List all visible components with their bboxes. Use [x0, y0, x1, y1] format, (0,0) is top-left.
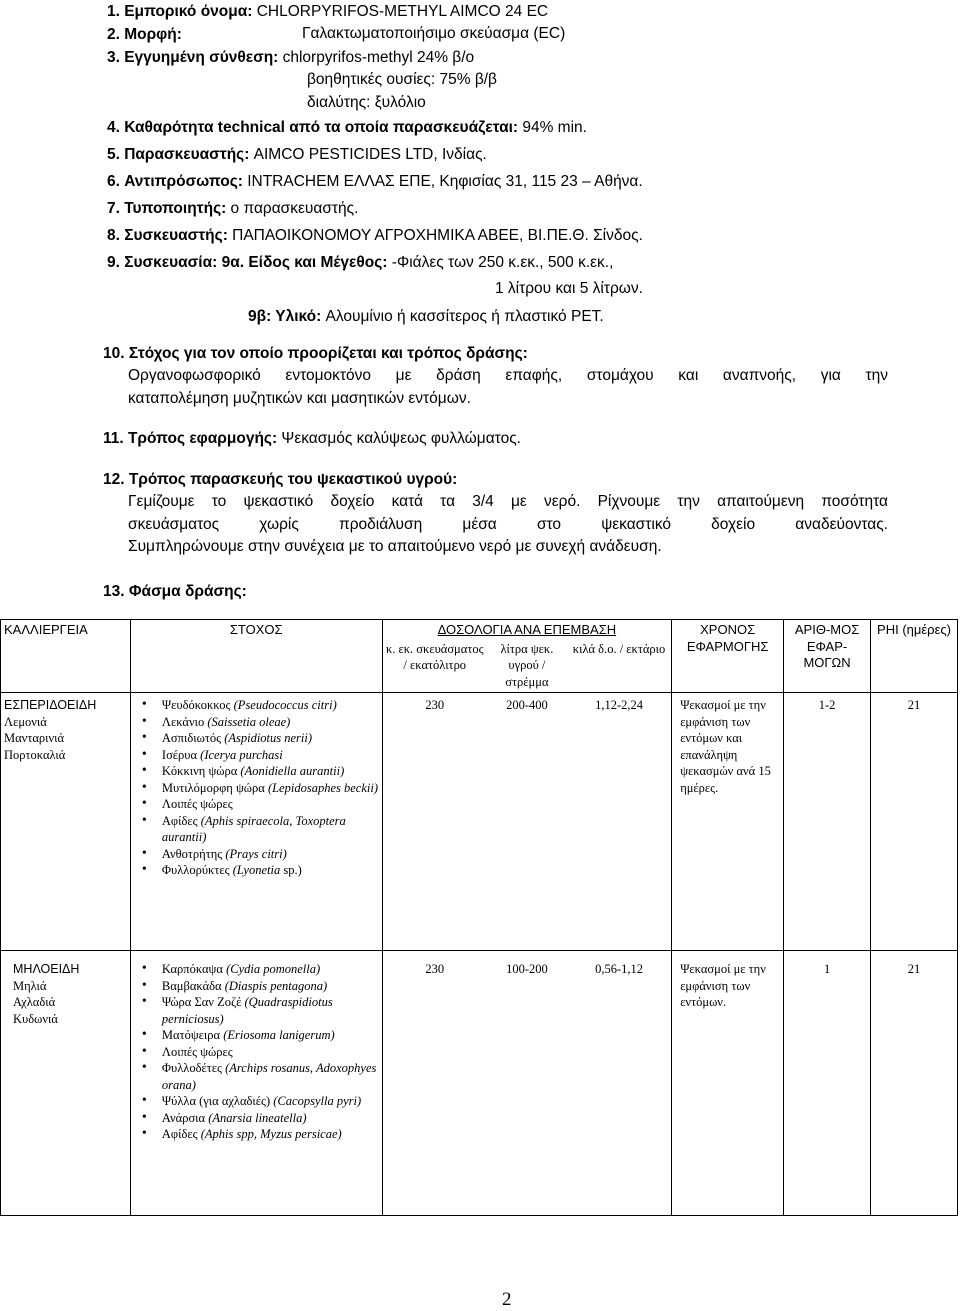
list-item: • Βαμβακάδα (Diaspis pentagona): [134, 978, 379, 995]
crop-name: Αχλαδιά: [13, 995, 56, 1009]
item-9-line2: 1 λίτρου και 5 λίτρων.: [495, 280, 643, 297]
dose-kg-cell: 0,56-1,12: [567, 951, 672, 1216]
item-2-value: Γαλακτωματοποιήσιμο σκεύασμα (EC): [302, 25, 566, 42]
item-12: 12. Τρόπος παρασκευής του ψεκαστικού υγρού:: [103, 471, 458, 488]
header-timing: ΧΡΟΝΟΣ ΕΦΑΡΜΟΓΗΣ: [672, 620, 784, 693]
list-item: • Καρπόκαψα (Cydia pomonella): [134, 961, 379, 978]
list-item: • Ματόψειρα (Eriosoma lanigerum): [134, 1027, 379, 1044]
target-cell: [130, 693, 382, 951]
header-phi: PHI (ημέρες): [871, 620, 958, 693]
list-item: • Ασπιδιωτός (Aspidiotus nerii): [134, 730, 379, 747]
dose-cc-cell: 230: [382, 951, 487, 1216]
header-dose-cc: κ. εκ. σκευάσματος / εκατόλιτρο: [382, 639, 487, 693]
crop-title: ΜΗΛΟΕΙΔΗ: [13, 962, 80, 976]
timing-cell: Ψεκασμοί με την εμφάνιση των εντόμων.: [672, 951, 784, 1216]
target-cell: [130, 951, 382, 1216]
item-6: 6. Αντιπρόσωπος: INTRACHEM ΕΛΛΑΣ ΕΠΕ, Κηφισίας 31, 115 23 – Αθήνα.: [107, 173, 643, 190]
item-9: 9. Συσκευασία: 9α. Είδος και Μέγεθος: -Φιάλες των 250 κ.εκ., 500 κ.εκ.,: [107, 254, 614, 271]
item-3-line2: βοηθητικές ουσίες: 75% β/β: [307, 71, 497, 88]
list-item: • Κόκκινη ψώρα (Aonidiella aurantii): [134, 763, 379, 780]
list-item: • Ανθοτρήτης (Prays citri): [134, 846, 379, 863]
crop-cell: [1, 951, 131, 1216]
item-11: 11. Τρόπος εφαρμογής: Ψεκασμός καλύψεως φυλλώματος.: [103, 430, 521, 447]
list-item: • Φυλλοδέτες (Archips rosanus, Adoxophyes orana): [134, 1060, 379, 1093]
list-item: • Ισέρυα (Icerya purchasi: [134, 747, 379, 764]
item-2: 2. Μορφή:: [107, 26, 182, 43]
header-crop: ΚΑΛΛΙΕΡΓΕΙΑ: [1, 620, 131, 693]
action-spectrum-table: [0, 619, 958, 1216]
crop-name: Πορτοκαλιά: [4, 747, 66, 762]
item-5: 5. Παρασκευαστής: AIMCO PESTICIDES LTD, Ινδίας.: [107, 146, 487, 163]
list-item: • Φυλλορύκτες (Lyonetia sp.): [134, 862, 379, 879]
header-apps: ΑΡΙΘ-ΜΟΣ ΕΦΑΡ-ΜΟΓΩΝ: [784, 620, 871, 693]
dose-liters-cell: 200-400: [487, 693, 567, 951]
table-row: [1, 693, 958, 951]
header-dose: ΔΟΣΟΛΟΓΙΑ ΑΝΑ ΕΠΕΜΒΑΣΗ: [382, 620, 672, 639]
list-item: • Λεκάνιο (Saissetia oleae): [134, 714, 379, 731]
crop-cell: [1, 693, 131, 951]
item-7: 7. Τυποποιητής: ο παρασκευαστής.: [107, 200, 359, 217]
crop-name: Κυδωνιά: [13, 1011, 58, 1026]
item-4: 4. Καθαρότητα technical από τα οποία παρασκευάζεται: 94% min.: [107, 119, 587, 136]
header-dose-liters: λίτρα ψεκ. υγρού / στρέμμα: [487, 639, 567, 693]
list-item: • Αφίδες (Aphis spp, Myzus persicae): [134, 1126, 379, 1143]
crop-name: Λεμονιά: [4, 714, 47, 729]
header-dose-kg: κιλά δ.ο. / εκτάριο: [567, 639, 672, 693]
table-row: [1, 951, 958, 1216]
item-12-text: Γεμίζουμε το ψεκαστικό δοχείο κατά τα 3/4 με νερό. Ρίχνουμε την απαιτούμενη ποσότητα σκευάσματος χωρίς προδιάλυση μέσα στο ψεκαστικό δοχείο αναδεύοντας. Συμπληρώνουμε στην συνέχεια με το απαιτούμενο νερό με συνεχή ανάδευση.: [128, 493, 888, 555]
crop-name: Μανταρινιά: [4, 731, 65, 745]
item-13: 13. Φάσμα δράσης:: [103, 583, 247, 600]
item-8: 8. Συσκευαστής: ΠΑΠΑΟΙΚΟΝΟΜΟΥ ΑΓΡΟΧΗΜΙΚΑ ΑΒΕΕ, ΒΙ.ΠΕ.Θ. Σίνδος.: [107, 227, 643, 244]
item-3-line3: διαλύτης: ξυλόλιο: [307, 94, 426, 111]
list-item: • Ανάρσια (Anarsia lineatella): [134, 1110, 379, 1127]
list-item: • Αφίδες (Aphis spiraecola, Toxoptera aurantii): [134, 813, 379, 846]
crop-title: ΕΣΠΕΡΙΔΟΕΙΔΗ: [4, 698, 97, 712]
header-target: ΣΤΟΧΟΣ: [130, 620, 382, 693]
list-item: • Λοιπές ψώρες: [134, 796, 379, 813]
page-number: 2: [502, 1289, 512, 1310]
item-9b: 9β: Υλικό: Αλουμίνιο ή κασσίτερος ή πλαστικό PET.: [248, 308, 604, 325]
list-item: • Ψευδόκοκκος (Pseudococcus citri): [134, 697, 379, 714]
table-header-row: [1, 620, 958, 639]
phi-cell: 21: [871, 951, 958, 1216]
list-item: • Μυτιλόμορφη ψώρα (Lepidosaphes beckii): [134, 780, 379, 797]
dose-liters-cell: 100-200: [487, 951, 567, 1216]
dose-cc-cell: 230: [382, 693, 487, 951]
item-1: 1. Εμπορικό όνομα: CHLORPYRIFOS-METHYL AIMCO 24 EC: [107, 3, 549, 20]
list-item: • Λοιπές ψώρες: [134, 1044, 379, 1061]
item-3: 3. Εγγυημένη σύνθεση: chlorpyrifos-methyl 24% β/ο: [107, 49, 475, 66]
apps-cell: 1: [784, 951, 871, 1216]
apps-cell: 1-2: [784, 693, 871, 951]
list-item: • Ψώρα Σαν Ζοζέ (Quadraspidiotus perniciosus): [134, 994, 379, 1027]
crop-name: Μηλιά: [13, 978, 47, 993]
phi-cell: 21: [871, 693, 958, 951]
item-10: 10. Στόχος για τον οποίο προορίζεται και τρόπος δράσης:: [103, 345, 528, 362]
timing-cell: Ψεκασμοί με την εμφάνιση των εντόμων και επανάληψη ψεκασμών ανά 15 ημέρες.: [672, 693, 784, 951]
item-10-text: Οργανοφωσφορικό εντομοκτόνο με δράση επαφής, στομάχου και αναπνοής, για την καταπολέμηση μυζητικών και μασητικών εντόμων.: [128, 367, 888, 407]
list-item: • Ψύλλα (για αχλαδιές) (Cacopsylla pyri): [134, 1093, 379, 1110]
dose-kg-cell: 1,12-2,24: [567, 693, 672, 951]
